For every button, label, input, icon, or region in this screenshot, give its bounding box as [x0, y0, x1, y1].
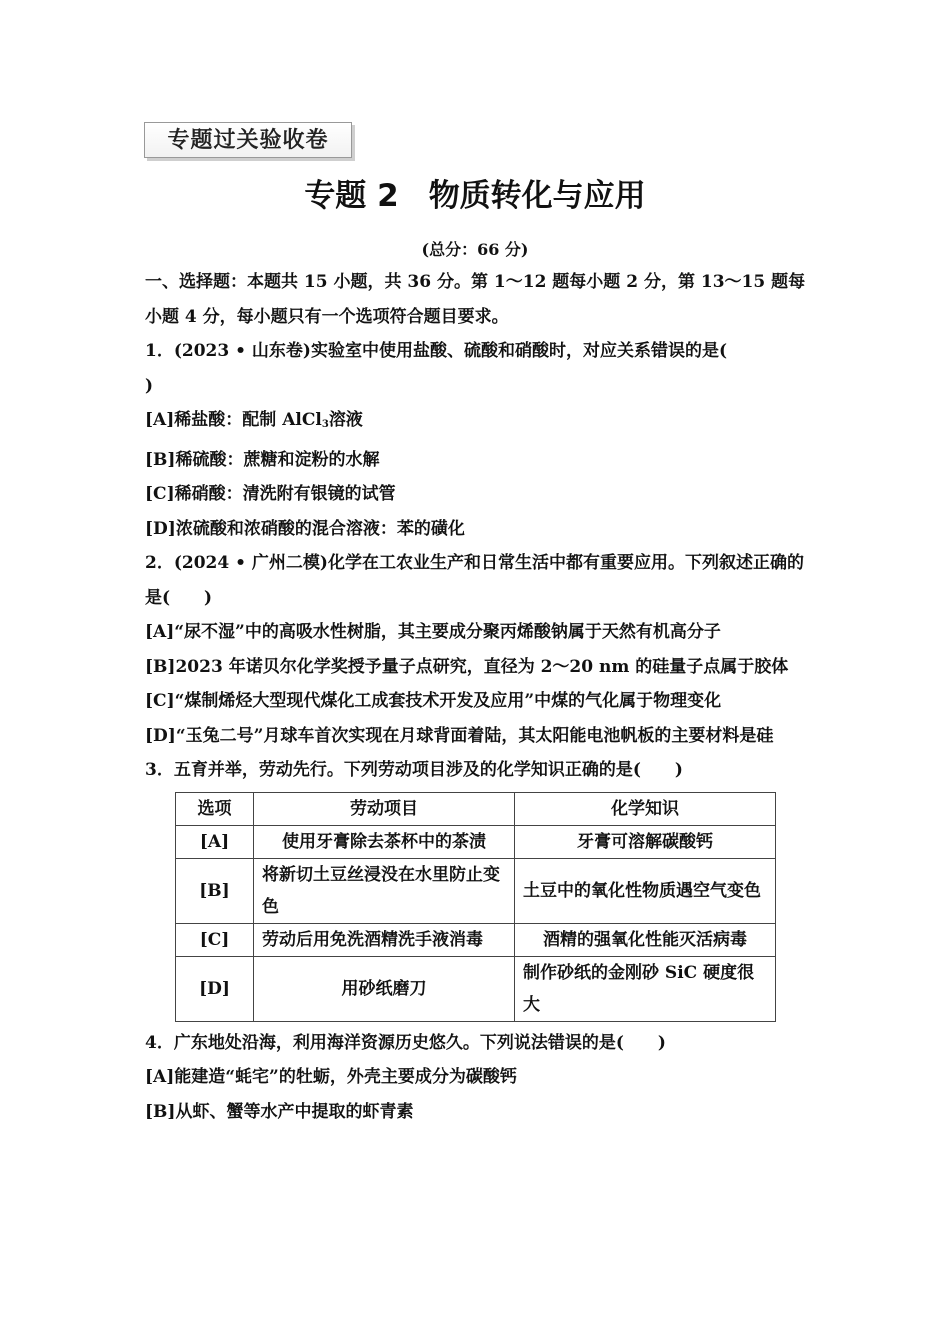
total-score: (总分：66 分)	[421, 240, 529, 259]
option-text: 溶液	[328, 410, 363, 430]
row-option: [C]	[176, 923, 254, 956]
table-header-row	[176, 792, 776, 825]
header-option: 选项	[176, 792, 254, 825]
row-knowledge: 制作砂纸的金刚砂 SiC 硬度很大	[515, 956, 776, 1021]
table-row	[176, 923, 776, 956]
table-row	[176, 825, 776, 858]
subscript: 3	[321, 419, 329, 430]
q1-option-d: [D]浓硫酸和浓硝酸的混合溶液：苯的磺化	[145, 518, 465, 539]
section-heading: 一、选择题：	[145, 272, 247, 292]
section-intro	[145, 265, 810, 334]
question-number: 3．	[145, 760, 174, 780]
header-knowledge: 化学知识	[515, 792, 776, 825]
question-content	[145, 265, 810, 1129]
question-source: (2024 • 广州二模)	[173, 553, 328, 573]
question-stem: 实验室中使用盐酸、硫酸和硝酸时，对应关系错误的是(	[310, 341, 727, 361]
question-4-stem	[145, 1026, 810, 1061]
question-stem-end: )	[145, 375, 154, 396]
title-main: 专题 2	[304, 178, 399, 214]
q2-option-c: [C]“煤制烯烃大型现代煤化工成套技术开发及应用”中煤的气化属于物理变化	[145, 691, 722, 711]
question-number: 2．	[145, 553, 174, 573]
q1-option-c: [C]稀硝酸：清洗附有银镜的试管	[145, 484, 396, 504]
question-2-stem	[145, 546, 810, 615]
question-number: 4．	[145, 1032, 174, 1053]
q2-option-b: [B]2023 年诺贝尔化学奖授予量子点研究，直径为 2～20 nm 的硅量子点属于胶体	[145, 656, 789, 677]
question-stem: 化学在工农业生产和日常生活中都有重要应用。下列叙述正确的是( )	[145, 553, 804, 608]
question-1-stem	[145, 334, 810, 403]
section-text: 本题共 15 小题，共 36 分。第 1～12 题每小题 2 分，第 13～15 题每小题 4 分，每小题只有一个选项符合题目要求。	[145, 272, 806, 327]
section-banner: 专题过关验收卷	[144, 122, 352, 158]
question-3-stem	[145, 753, 810, 788]
table-row	[176, 858, 776, 923]
row-option: [D]	[176, 956, 254, 1021]
row-labor: 使用牙膏除去茶杯中的茶渍	[254, 825, 515, 858]
table-row	[176, 956, 776, 1021]
row-labor: 劳动后用免洗酒精洗手液消毒	[254, 923, 515, 956]
q4-option-b: [B]从虾、蟹等水产中提取的虾青素	[145, 1101, 414, 1122]
row-option: [B]	[176, 858, 254, 923]
title-sub: 物质转化与应用	[428, 178, 646, 214]
row-knowledge: 土豆中的氧化性物质遇空气变色	[515, 858, 776, 923]
q3-table	[175, 792, 776, 1022]
q4-option-a: [A]能建造“蚝宅”的牡蛎，外壳主要成分为碳酸钙	[145, 1067, 517, 1087]
page-title	[0, 170, 950, 215]
q2-option-d: [D]“玉兔二号”月球车首次实现在月球背面着陆，其太阳能电池帆板的主要材料是硅	[145, 725, 774, 746]
question-stem: 广东地处沿海，利用海洋资源历史悠久。下列说法错误的是( )	[173, 1032, 666, 1053]
question-number: 1．	[145, 341, 174, 361]
question-source: (2023 • 山东卷)	[173, 341, 311, 361]
header-labor: 劳动项目	[254, 792, 515, 825]
question-stem: 五育并举，劳动先行。下列劳动项目涉及的化学知识正确的是( )	[173, 760, 683, 780]
row-labor: 用砂纸磨刀	[254, 956, 515, 1021]
q1-option-b: [B]稀硫酸：蔗糖和淀粉的水解	[145, 449, 380, 470]
row-labor: 将新切土豆丝浸没在水里防止变色	[254, 858, 515, 923]
q1-option-a	[145, 403, 810, 443]
option-text: [A]稀盐酸：配制 AlCl	[145, 410, 322, 430]
row-knowledge: 牙膏可溶解碳酸钙	[515, 825, 776, 858]
row-option: [A]	[176, 825, 254, 858]
q2-option-a: [A]“尿不湿”中的高吸水性树脂，其主要成分聚丙烯酸钠属于天然有机高分子	[145, 622, 721, 642]
row-knowledge: 酒精的强氧化性能灭活病毒	[515, 923, 776, 956]
